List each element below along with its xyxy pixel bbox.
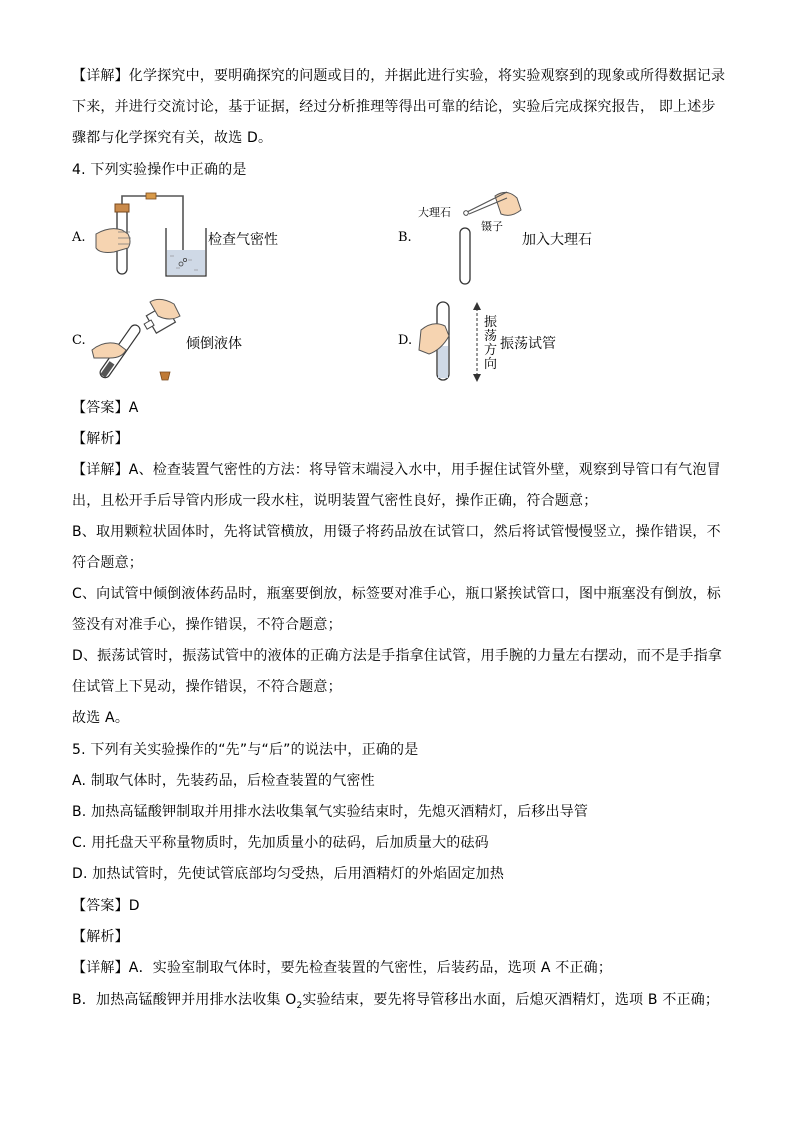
q4-option-d-letter: D. [398,333,413,348]
q4-option-a-letter: A. [72,230,86,245]
q4-detail-line-2: 出，且松开手后导管内形成一段水柱，说明装置气密性良好，操作正确，符合题意； [72,493,598,509]
q4-answer: 【答案】A [72,400,139,416]
q4-detail-line-3: B、取用颗粒状固体时，先将试管横放，用镊子将药品放在试管口，然后将试管慢慢竖立，操作错误，不 [72,524,721,540]
q5-option-a: A. 制取气体时，先装药品，后检查装置的气密性 [72,773,375,789]
q5-detail-b-post: 实验结束，要先将导管移出水面，后熄灭酒精灯，选项 B 不正确； [302,992,720,1008]
q4-option-a-caption: 检查气密性 [208,232,278,248]
arrow-label-char: 振 [484,315,498,330]
q5-detail-b [72,990,719,1016]
pour-liquid-illustration [88,296,188,386]
q4-option-b-label-tweezers: 镊子 [481,220,503,233]
airtight-check-illustration [88,190,213,285]
arrow-label-char: 方 [484,343,498,358]
q4-detail-line-1: 【详解】A、检查装置气密性的方法：将导管末端浸入水中，用手握住试管外壁，观察到导管口有气泡冒 [72,462,721,478]
add-marble-illustration [455,186,525,286]
q5-detail-a: 【详解】A．实验室制取气体时，要先检查装置的气密性，后装药品，选项 A 不正确； [72,960,613,976]
q5-option-b: B. 加热高锰酸钾制取并用排水法收集氧气实验结束时，先熄灭酒精灯，后移出导管 [72,804,589,820]
arrow-label-char: 荡 [484,329,498,344]
q5-analysis-title: 【解析】 [72,929,129,945]
q3-detail-line-1: 【详解】化学探究中，要明确探究的问题或目的，并据此进行实验，将实验观察到的现象或所得数据记录 [72,68,726,84]
q4-detail-line-9: 故选 A。 [72,710,130,726]
q4-detail-line-4: 符合题意； [72,555,143,571]
q4-option-d-arrow-label [484,316,498,372]
q4-option-b-label-marble: 大理石 [418,206,451,219]
q4-option-c-letter: C. [72,333,86,348]
q4-detail-line-8: 住试管上下晃动，操作错误，不符合题意； [72,679,342,695]
q4-detail-line-7: D、振荡试管时，振荡试管中的液体的正确方法是手指拿住试管，用手腕的力量左右摆动，而不是手指拿 [72,648,722,664]
q4-analysis-title: 【解析】 [72,431,129,447]
q4-option-d-caption: 振荡试管 [500,336,556,352]
q5-stem: 5. 下列有关实验操作的“先”与“后”的说法中，正确的是 [72,742,419,758]
q5-detail-b-pre: B．加热高锰酸钾并用排水法收集 O [72,992,297,1008]
q4-option-c-caption: 倾倒液体 [186,336,242,352]
q4-detail-line-5: C、向试管中倾倒液体药品时，瓶塞要倒放，标签要对准手心，瓶口紧挨试管口，图中瓶塞没有倒放，标 [72,586,721,602]
q5-option-d: D. 加热试管时，先使试管底部均匀受热，后用酒精灯的外焰固定加热 [72,866,505,882]
q5-detail-b-subscript: 2 [296,1000,303,1011]
shake-tube-illustration [415,296,490,386]
q5-answer: 【答案】D [72,898,140,914]
q4-option-b-letter: B. [398,230,412,245]
q4-option-b-caption: 加入大理石 [522,232,592,248]
arrow-label-char: 向 [484,357,498,372]
q5-option-c: C. 用托盘天平称量物质时，先加质量小的砝码，后加质量大的砝码 [72,835,489,851]
q4-detail-line-6: 签没有对准手心，操作错误，不符合题意； [72,617,342,633]
q4-stem: 4. 下列实验操作中正确的是 [72,162,247,178]
q3-detail-line-2: 下来，并进行交流讨论，基于证据，经过分析推理等得出可靠的结论，实验后完成探究报告， 即上述步 [72,99,716,115]
q3-detail-line-3: 骤都与化学探究有关，故选 D。 [72,130,273,146]
